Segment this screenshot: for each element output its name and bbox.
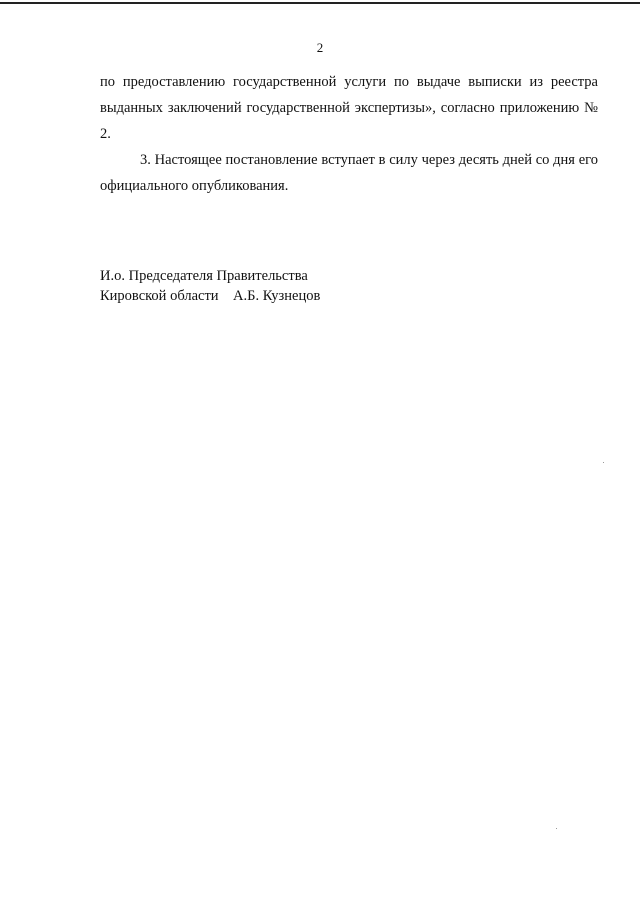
text-line: дня его официального опубликования. [100, 152, 598, 194]
scan-speck [603, 462, 604, 463]
scan-speck [556, 828, 557, 829]
signatory-title-region [100, 286, 320, 306]
text-line: № 2. [100, 100, 598, 142]
signature-block [100, 266, 320, 306]
paragraph-item-3 [100, 147, 598, 199]
text-line: выданных заключений государственной экспертизы», согласно приложению [100, 100, 580, 116]
paragraph-continuation [100, 69, 598, 147]
document-body [100, 69, 598, 199]
text-line: 3. Настоящее постановление вступает в силу через десять дней со [140, 152, 550, 168]
signatory-title: И.о. Председателя Правительства [100, 268, 308, 284]
signatory-name: А.Б. Кузнецов [233, 288, 321, 304]
signatory-region: Кировской области [100, 288, 219, 304]
page-number: 2 [316, 40, 324, 55]
text-line: по предоставлению государственной услуги по выдаче выписки из реестра [100, 74, 598, 90]
top-border-line [0, 2, 640, 4]
